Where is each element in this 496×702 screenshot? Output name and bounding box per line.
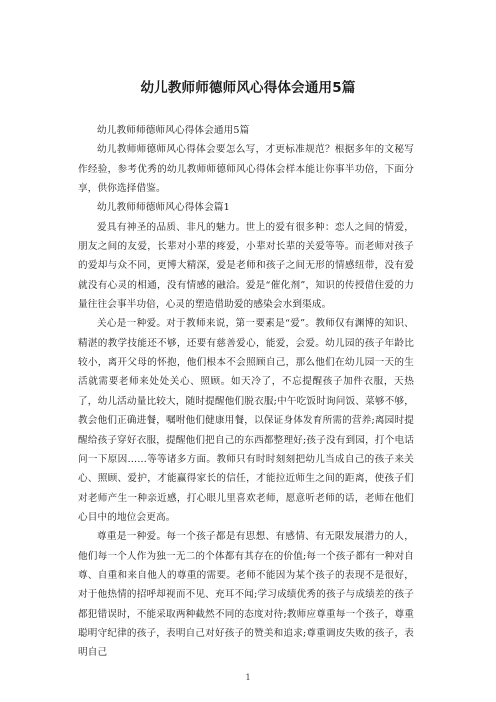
paragraph-respect: 尊重是一种爱。每一个孩子都是有思想、有感情、有无限发展潜力的人，他们每一个人作为独一无二的个体都有其存在的价值;每一个孩子都有一种对自尊、自重和来自他人的尊重的需要。老师不能因为某个孩子的表现不是很好，对于他热情的招呼却视而不见、充耳不闻;学习成绩优秀的孩子与成绩差的孩子都犯错误时，不能采取两种截然不同的态度对待;教师应尊重每一个孩子，尊重聪明守纪律的孩子，表明自己对好孩子的赞美和追求;尊重调皮失败的孩子，表明自己 [78, 531, 414, 659]
paragraph-care: 关心是一种爱。对于教师来说，第一要素是“爱”。教师仅有渊博的知识、精湛的教学技能还不够，还要有慈善爱心，能爱，会爱。幼儿园的孩子年龄比较小，离开父母的怀抱，他们根本不会照顾自己，那么他们在幼儿园一天的生活就需要老师来处处关心、照顾。如天冷了，不忘提醒孩子加件衣服，天热了，幼儿活动量比较大，随时提醒他们脱衣服;中午吃饭时询问饭、菜够不够，教会他们正确进餐，嘱咐他们健康用餐，以保证身体发育所需的营养;离园时提醒给孩子穿好衣服，提醒他们把自己的东西都整理好;孩子没有到园，打个电话问一下原因……等等诸多方面。教师只有时时刻刻把幼儿当成自己的孩子来关心、照顾、爱护，才能赢得家长的信任，才能拉近师生之间的距离，使孩子们对老师产生一种亲近感，打心眼儿里喜欢老师，愿意听老师的话，老师在他们心目中的地位会更高。 [78, 318, 414, 523]
paragraph-intro: 幼儿教师师德师风心得体会要怎么写，才更标准规范？根据多年的文秘写作经验，参考优秀的幼儿教师师德师风心得体会样本能让你事半功倍，下面分享，供你选择借鉴。 [78, 144, 414, 195]
document-title: 幼儿教师师德师风心得体会通用5篇 [140, 80, 356, 96]
paragraph-section-heading: 幼儿教师师德师风心得体会篇1 [97, 202, 230, 214]
document-body [78, 121, 414, 663]
paragraph-subtitle: 幼儿教师师德师风心得体会通用5篇 [97, 125, 250, 136]
page-number: 1 [245, 673, 251, 682]
paragraph-love: 爱具有神圣的品质、非凡的魅力。世上的爱有很多种：恋人之间的情爱，朋友之间的友爱，长辈对小辈的疼爱，小辈对长辈的关爱等等。而老师对孩子的爱却与众不同，更博大精深，爱是老师和孩子之间无形的情感纽带，没有爱就没有心灵的相通，没有情感的融洽。爱是“催化剂”，知识的传授借住爱的力量往往会事半功倍，心灵的塑造借助爱的感染会水到渠成。 [78, 221, 414, 311]
